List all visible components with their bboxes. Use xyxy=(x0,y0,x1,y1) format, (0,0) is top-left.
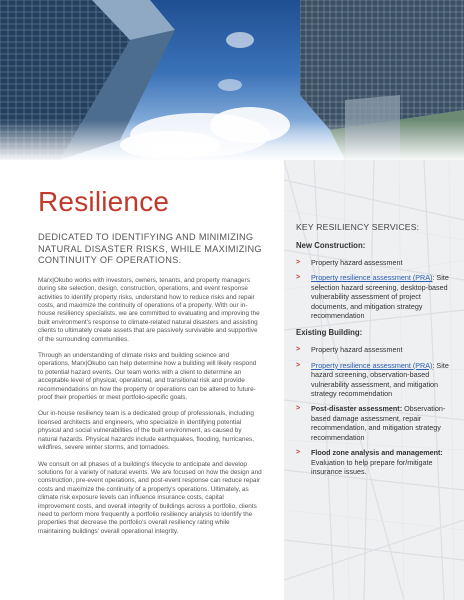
list-item xyxy=(296,361,450,399)
item-text: Observation-based damage assessment, repair recommendation, and mitigation strategy recommendation xyxy=(311,404,446,442)
chevron-right-icon: > xyxy=(296,361,301,369)
pra-link[interactable]: Property resilience assessment (PRA) xyxy=(311,273,433,283)
body-paragraph: We consult on all phases of a building's lifecycle to anticipate and develop solutions for a variety of natural events. We are focused on how the design and construction, pre-event operations, and post-event response can reduce repair costs and maximize the continuity of a property's operations. Ultimately, as climate risk exposure levels can influence insurance costs, capital improvement costs, and overall integrity of buildings across a portfolio, clients need to perform more frequently a portfolio resiliency analysis to identify the properties that decrease the portfolio's overall resiliency rating while maintaining buildings' overall operational integrity. xyxy=(38,460,262,535)
page-subtitle: DEDICATED TO IDENTIFYING AND MINIMIZING NATURAL DISASTER RISKS, WHILE MAXIMIZING CONTINUITY OF OPERATIONS. xyxy=(38,232,262,266)
list-item xyxy=(296,404,450,442)
list-item xyxy=(296,273,450,320)
item-label: Post-disaster assessment: xyxy=(311,404,403,414)
chevron-right-icon: > xyxy=(296,274,301,282)
item-text: Property hazard assessment xyxy=(311,258,403,267)
item-text: : Site selection hazard screening, desktop-based vulnerability assessment of project documents, and mitigation strategy recommendation xyxy=(311,273,449,321)
list-item xyxy=(296,345,450,354)
pra-link[interactable]: Property resilience assessment (PRA) xyxy=(311,360,433,370)
new-construction-list xyxy=(296,258,450,320)
chevron-right-icon: > xyxy=(296,346,301,354)
hero-fade-overlay xyxy=(0,120,464,160)
services-heading: KEY RESILIENCY SERVICES: xyxy=(296,222,420,232)
list-item xyxy=(296,258,450,267)
list-item xyxy=(296,448,450,476)
existing-building-heading: Existing Building: xyxy=(296,328,363,338)
main-content xyxy=(38,186,262,544)
services-sidebar xyxy=(284,160,464,600)
body-paragraph: Our in-house resiliency team is a dedicated group of professionals, including licensed architects and engineers, who specialize in identifying potential physical and social vulnerabilities of the built environment, as caused by natural hazards. Physical hazards include earthquakes, flooding, hurricanes, wildfires, severe winter storms, and tornadoes. xyxy=(38,410,254,452)
sidebar-content xyxy=(284,160,464,484)
new-construction-heading: New Construction: xyxy=(296,241,366,250)
chevron-right-icon: > xyxy=(296,405,301,413)
body-paragraph: Marx|Okubo works with investors, owners, tenants, and property managers during site selection, design, construction, operations, and event response activities to identify property risks, understand how to reduce risks and repair costs, and maximize the continuity of operations of a property. With our in-house resiliency specialists, we are committed to evaluating and improving the built environment's response to climate-related natural disasters and assisting clients to ultimately create assets that are passively survivable and supportive of the surrounding communities. xyxy=(38,276,260,343)
chevron-right-icon: > xyxy=(296,259,301,266)
page-title: Resilience xyxy=(38,186,170,217)
chevron-right-icon: > xyxy=(296,449,301,457)
body-paragraph: Through an understanding of climate risks and building science and operations, Marx|Okubo can help determine how a building will likely respond to potential hazard events. Our team works with a client to determine an acceptable level of physical, operational, and transitional risk and provide recommendations on how the property or operations can be altered to future-proof their properties or meet portfolio-specific goals. xyxy=(38,352,257,402)
hero-image xyxy=(0,0,464,160)
item-label: Flood zone analysis and management: xyxy=(311,448,443,458)
item-text: : Site hazard screening, observation-based vulnerability assessment, and mitigation strategy recommendation xyxy=(311,360,449,399)
item-text: Property hazard assessment xyxy=(311,345,403,355)
existing-building-list xyxy=(296,345,450,476)
item-text: Evaluation to help prepare for/mitigate insurance issues. xyxy=(311,457,433,476)
